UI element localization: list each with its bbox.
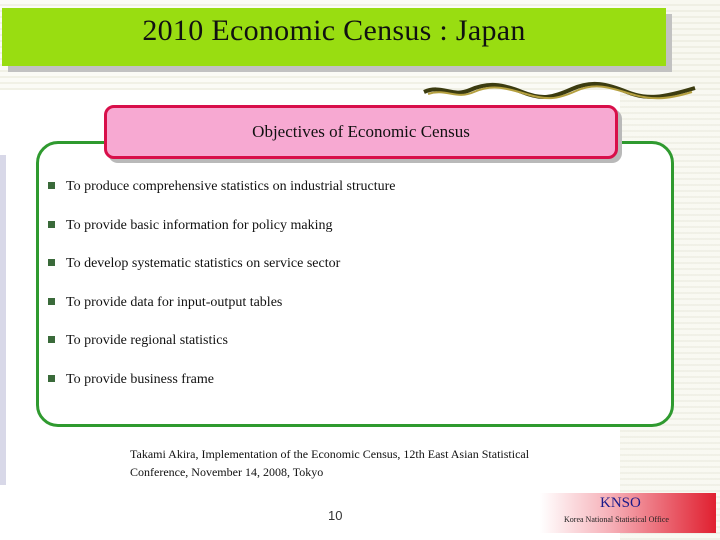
- list-item: [48, 361, 648, 400]
- left-accent-bar: [0, 155, 6, 485]
- logo-org-full: Korea National Statistical Office: [564, 515, 669, 524]
- list-item: [48, 245, 648, 284]
- objectives-list: [48, 168, 648, 400]
- objective-text: To provide regional statistics: [66, 333, 228, 349]
- logo-org-short: KNSO: [600, 495, 641, 511]
- square-bullet-icon: [48, 221, 55, 228]
- objective-text: To produce comprehensive statistics on industrial structure: [66, 179, 396, 194]
- list-item: [48, 168, 648, 207]
- square-bullet-icon: [48, 182, 55, 189]
- objective-text: To provide basic information for policy making: [66, 217, 333, 233]
- section-heading: Objectives of Economic Census: [252, 122, 470, 141]
- square-bullet-icon: [48, 336, 55, 343]
- objective-text: To develop systematic statistics on service sector: [66, 256, 341, 272]
- knso-logo: [540, 493, 716, 533]
- objective-text: To provide business frame: [66, 371, 214, 387]
- square-bullet-icon: [48, 375, 55, 382]
- title-banner: [2, 8, 666, 66]
- list-item: [48, 284, 648, 323]
- citation-line-1: Takami Akira, Implementation of the Economic Census, 12th East Asian Statistical: [130, 447, 530, 461]
- citation-line-2: Conference, November 14, 2008, Tokyo: [130, 465, 324, 479]
- squiggle-decoration: [422, 80, 697, 102]
- citation: [130, 445, 610, 481]
- page-number: 10: [328, 508, 343, 523]
- objective-text: To provide data for input-output tables: [66, 294, 283, 310]
- list-item: [48, 322, 648, 361]
- slide-title: 2010 Economic Census : Japan: [142, 14, 526, 47]
- list-item: [48, 207, 648, 246]
- square-bullet-icon: [48, 259, 55, 266]
- square-bullet-icon: [48, 298, 55, 305]
- section-heading-box: [104, 105, 618, 159]
